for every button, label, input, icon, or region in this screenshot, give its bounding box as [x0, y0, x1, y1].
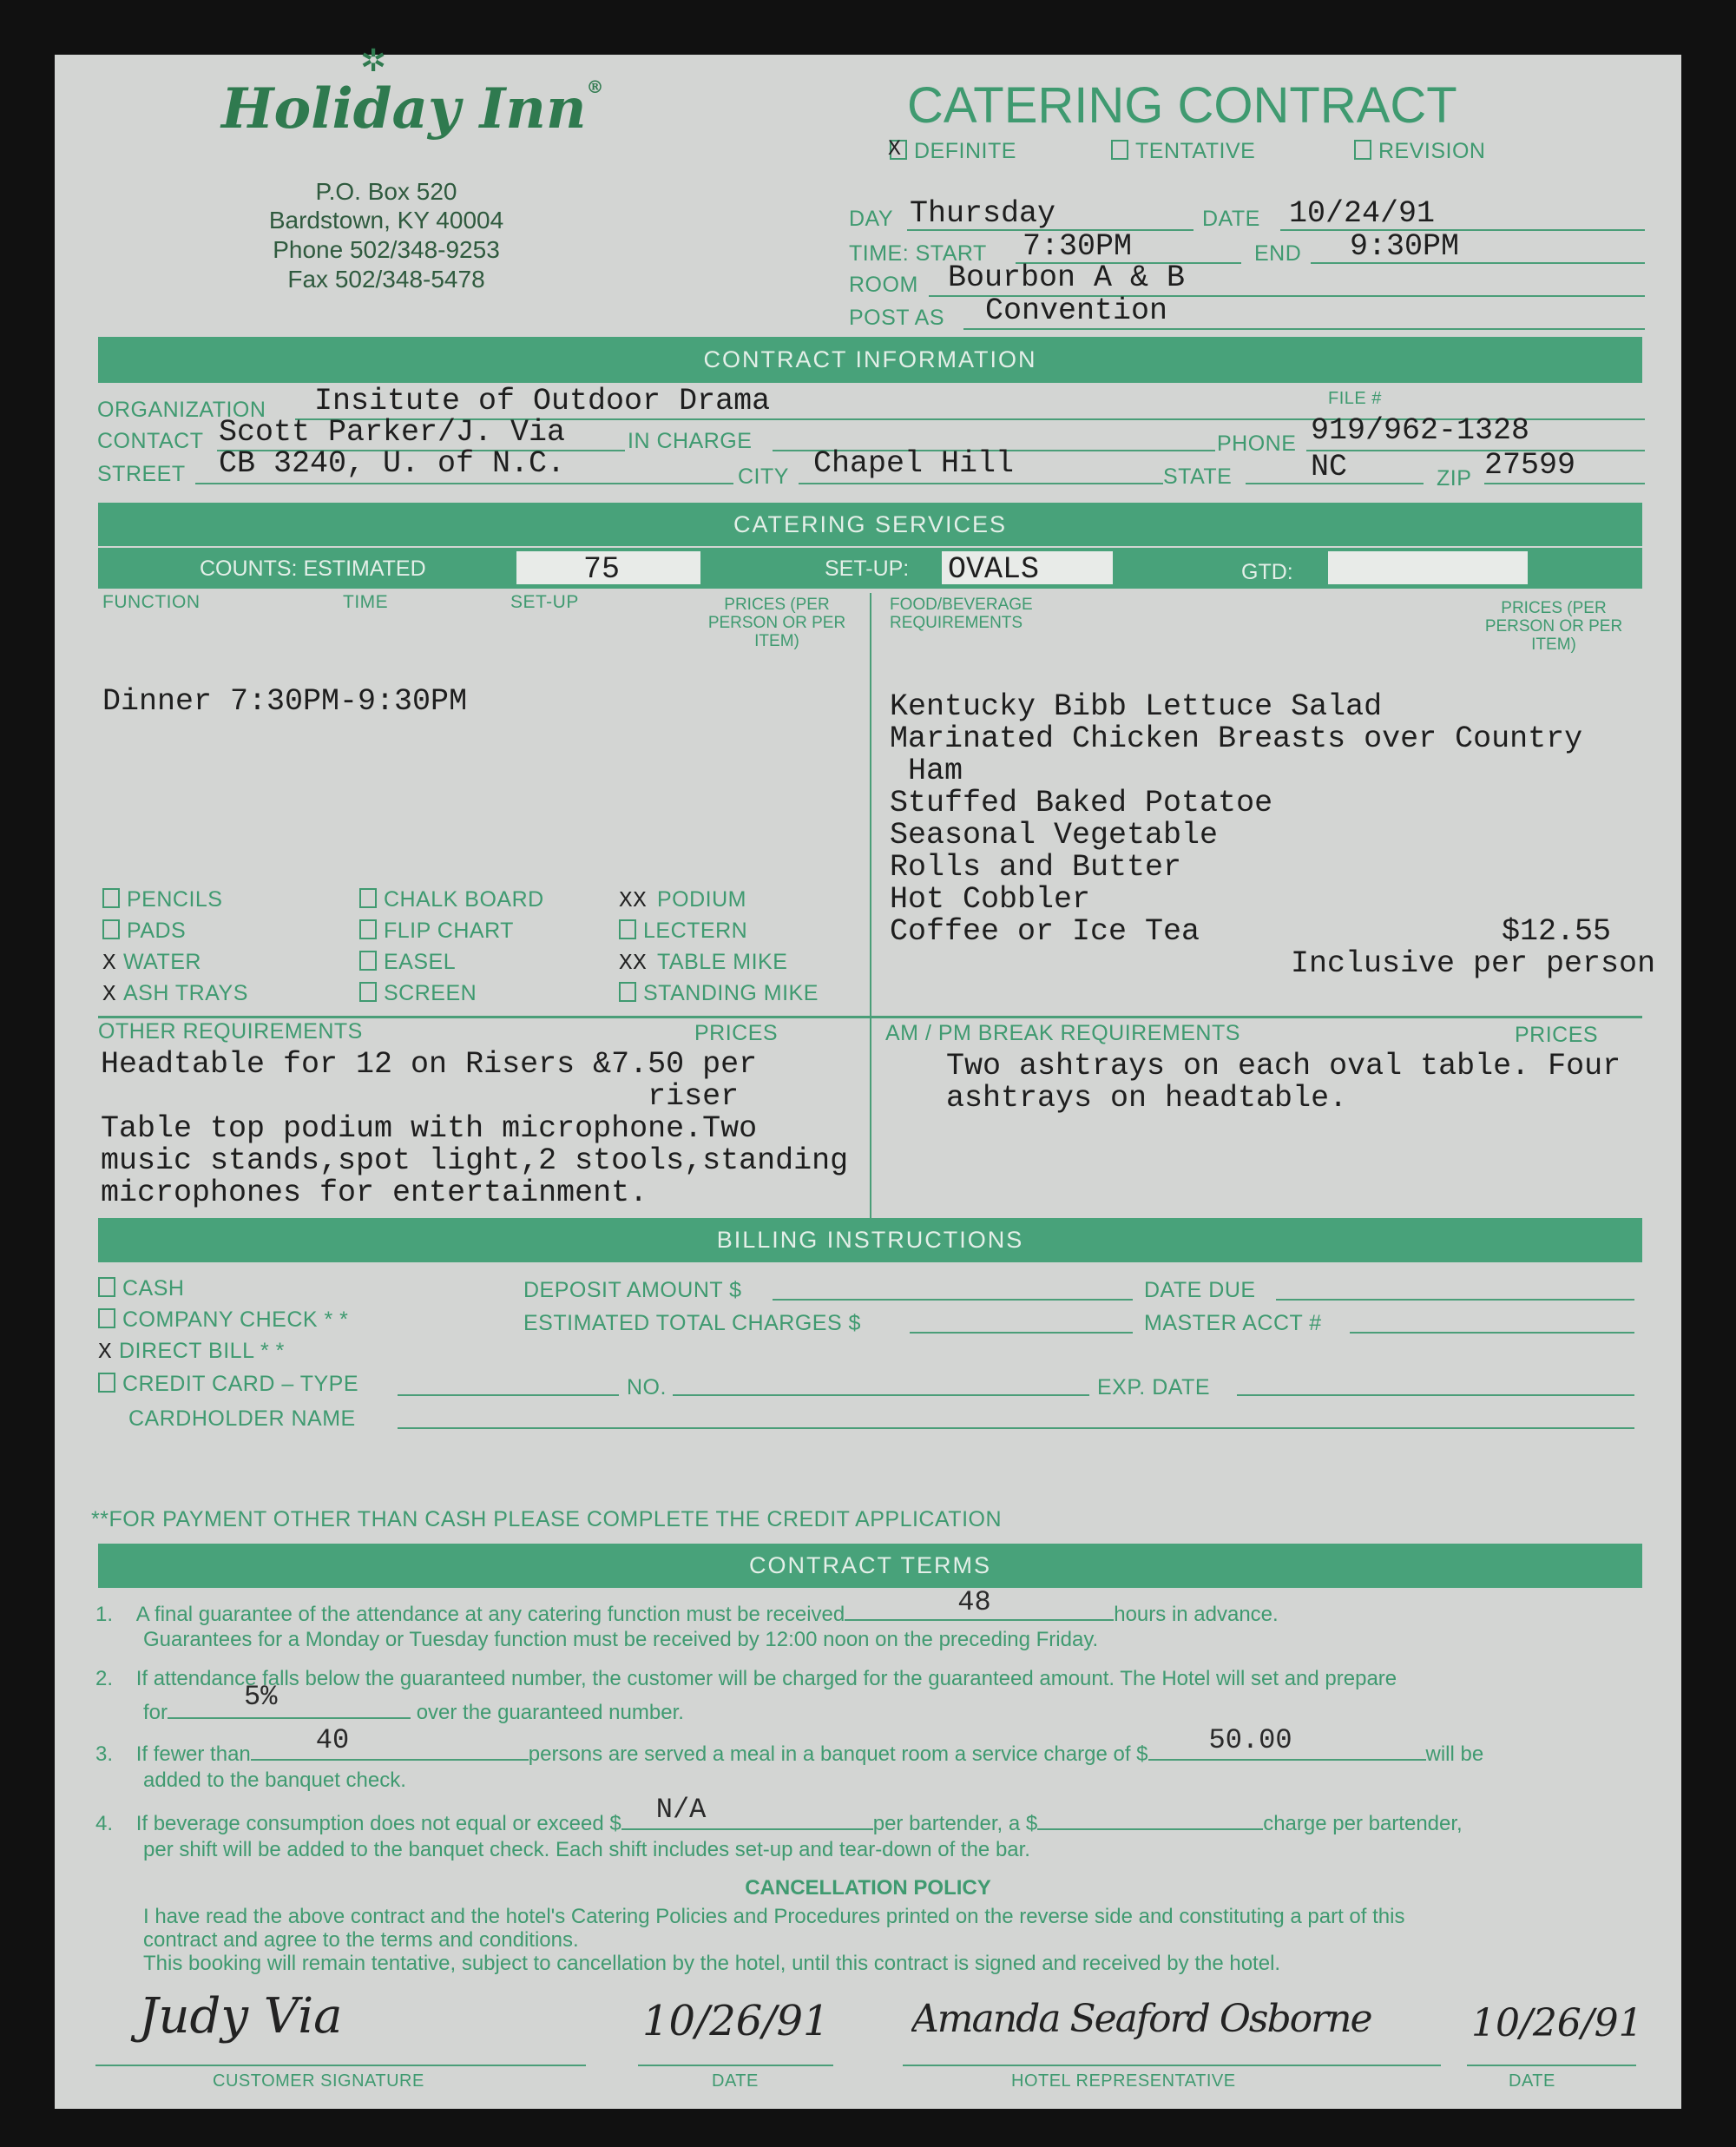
customer-date[interactable]: 10/26/91	[642, 1997, 830, 2045]
organization-label: ORGANIZATION	[97, 398, 266, 422]
other-requirement-line: music stands,spot light,2 stools,standing	[101, 1143, 849, 1178]
checkbox-label: TABLE MIKE	[657, 950, 788, 974]
menu-item: Stuffed Baked Potatoe	[890, 786, 1273, 820]
checkbox-box	[619, 982, 636, 1002]
checkbox-box	[359, 888, 377, 908]
cardholder-label: CARDHOLDER NAME	[128, 1406, 356, 1431]
state-label: STATE	[1163, 464, 1233, 489]
term-2: 2. If attendance falls below the guaranteed number, the customer will be charged for the guaranteed amount. The Hotel will set and prepare	[95, 1667, 1397, 1690]
other-prices-label: PRICES	[694, 1021, 779, 1045]
term-3-cont: added to the banquet check.	[143, 1768, 406, 1792]
col-prices-right: PRICES (PER PERSON OR PER ITEM)	[1484, 599, 1623, 654]
column-divider	[870, 593, 871, 1218]
checkbox-box: X	[102, 950, 117, 976]
break-requirement-line: Two ashtrays on each oval table. Four	[946, 1049, 1621, 1083]
customer-signature[interactable]: Judy Via	[139, 1988, 343, 2045]
catering-services-bar: CATERING SERVICES	[98, 503, 1642, 546]
menu-item: Rolls and Butter	[890, 850, 1182, 885]
customer-signature-label: CUSTOMER SIGNATURE	[213, 2071, 424, 2091]
room-value[interactable]: Bourbon A & B	[948, 260, 1186, 295]
checkbox-podium[interactable]	[619, 887, 746, 913]
menu-price: $12.55	[1502, 914, 1612, 949]
page-title: CATERING CONTRACT	[907, 77, 1457, 134]
term-4: 4. If beverage consumption does not equal or exceed $ N/A per bartender, a $ charge per bartender,	[95, 1794, 1463, 1835]
estimated-total-field[interactable]	[910, 1332, 1133, 1334]
cardholder-field[interactable]	[398, 1427, 1634, 1429]
break-requirements-label: AM / PM BREAK REQUIREMENTS	[885, 1021, 1240, 1045]
col-time: TIME	[343, 592, 389, 612]
checkbox-cash[interactable]: CASH	[98, 1276, 184, 1301]
checkbox-pencils[interactable]	[102, 887, 222, 912]
term-3: 3. If fewer than 40 persons are served a meal in a banquet room a service charge of $ 50.00 will be	[95, 1724, 1484, 1766]
phone-value[interactable]: 919/962-1328	[1311, 413, 1530, 448]
checkbox-label: CHALK BOARD	[384, 887, 544, 912]
checkbox-label: FLIP CHART	[384, 919, 514, 943]
checkbox-ash-trays[interactable]	[102, 981, 248, 1007]
zip-value[interactable]: 27599	[1484, 448, 1576, 483]
counts-value: 75	[583, 552, 621, 587]
checkbox-label: PADS	[127, 919, 187, 943]
hotel-representative-signature[interactable]: Amanda Seaford Osborne	[911, 1997, 1371, 2041]
date-label: DATE	[1202, 207, 1260, 231]
menu-item: Coffee or Ice Tea	[890, 914, 1200, 949]
address-phone: Phone 502/348-9253	[273, 236, 500, 263]
exp-date-field[interactable]	[1237, 1394, 1634, 1396]
time-end-label: END	[1254, 241, 1302, 266]
col-food: FOOD/BEVERAGE REQUIREMENTS	[890, 596, 1033, 632]
checkbox-label: PENCILS	[127, 887, 223, 912]
other-requirement-line: microphones for entertainment.	[101, 1176, 648, 1210]
contact-label: CONTACT	[97, 429, 204, 453]
phone-label: PHONE	[1217, 431, 1297, 456]
term-1-note: Guarantees for a Monday or Tuesday function must be received by 12:00 noon on the preceding Friday.	[143, 1628, 1099, 1651]
menu-item: Seasonal Vegetable	[890, 818, 1219, 853]
cancellation-line: I have read the above contract and the hotel's Catering Policies and Procedures printed on the reverse side and constituting a part of this	[143, 1905, 1405, 1928]
checkbox-definite[interactable]: X DEFINITE	[888, 136, 1016, 163]
checkbox-box	[359, 919, 377, 939]
gtd-label: GTD:	[1241, 560, 1293, 584]
checkbox-direct-bill[interactable]: X DIRECT BILL * *	[98, 1339, 285, 1365]
zip-label: ZIP	[1437, 466, 1472, 491]
checkbox-chalk-board[interactable]	[359, 887, 544, 912]
term-2-cont: for 5% over the guaranteed number.	[143, 1681, 684, 1724]
date-value[interactable]: 10/24/91	[1289, 196, 1436, 231]
date-label: DATE	[712, 2071, 759, 2091]
menu-item: Marinated Chicken Breasts over Country	[890, 721, 1583, 756]
exp-date-label: EXP. DATE	[1097, 1375, 1211, 1400]
menu-item: Kentucky Bibb Lettuce Salad	[890, 689, 1383, 724]
col-function: FUNCTION	[102, 592, 201, 612]
address-pobox: P.O. Box 520	[315, 178, 457, 205]
hotel-date[interactable]: 10/26/91	[1471, 2001, 1643, 2045]
logo-star-icon: ✲	[360, 43, 387, 78]
cancellation-heading: CANCELLATION POLICY	[745, 1876, 991, 1900]
payment-footnote: **FOR PAYMENT OTHER THAN CASH PLEASE COMPLETE THE CREDIT APPLICATION	[91, 1507, 1003, 1531]
time-end-value[interactable]: 9:30PM	[1350, 229, 1460, 264]
checkbox-table-mike[interactable]	[619, 950, 787, 976]
deposit-field[interactable]	[773, 1299, 1133, 1301]
checkbox-standing-mike[interactable]	[619, 981, 819, 1006]
checkbox-box	[619, 919, 636, 939]
checkbox-screen[interactable]	[359, 981, 477, 1006]
other-requirement-line: Headtable for 12 on Risers &7.50 per	[101, 1047, 758, 1082]
term-1: 1. A final guarantee of the attendance at any catering function must be received 48 hours in advance.	[95, 1586, 1279, 1626]
break-prices-label: PRICES	[1515, 1023, 1599, 1047]
post-as-value[interactable]: Convention	[985, 293, 1168, 328]
checkbox-revision[interactable]: REVISION	[1354, 139, 1485, 164]
col-prices: PRICES (PER PERSON OR PER ITEM)	[707, 596, 846, 650]
setup-value: OVALS	[948, 552, 1040, 587]
other-requirements-text	[101, 1049, 848, 1209]
card-number-field[interactable]	[673, 1394, 1089, 1396]
checkbox-label: ASH TRAYS	[123, 981, 248, 1005]
date-due-label: DATE DUE	[1144, 1278, 1256, 1302]
checkbox-label: SCREEN	[384, 981, 477, 1005]
checkbox-lectern[interactable]	[619, 919, 747, 944]
city-label: CITY	[738, 464, 789, 489]
master-acct-field[interactable]	[1350, 1332, 1634, 1334]
file-label: FILE #	[1328, 389, 1382, 408]
estimated-total-label: ESTIMATED TOTAL CHARGES $	[523, 1311, 861, 1335]
organization-value[interactable]: Insitute of Outdoor Drama	[314, 384, 771, 418]
checkbox-box: XX	[619, 887, 648, 913]
date-due-field[interactable]	[1276, 1299, 1634, 1301]
in-charge-label: IN CHARGE	[628, 429, 753, 453]
checkbox-box: X	[102, 981, 117, 1007]
time-start-label: TIME: START	[849, 241, 987, 266]
term-4-cont: per shift will be added to the banquet check. Each shift includes set-up and tear-down of the bar.	[143, 1838, 1030, 1861]
day-value[interactable]: Thursday	[910, 196, 1056, 231]
menu-item: Ham	[890, 754, 963, 788]
address-city: Bardstown, KY 40004	[268, 207, 504, 234]
setup-label: SET-UP:	[825, 557, 910, 581]
hotel-representative-label: HOTEL REPRESENTATIVE	[1011, 2071, 1236, 2091]
city-value[interactable]: Chapel Hill	[813, 446, 1015, 481]
checkbox-box: XX	[619, 950, 648, 976]
break-requirement-line: ashtrays on headtable.	[946, 1081, 1348, 1116]
time-start-value[interactable]: 7:30PM	[1023, 229, 1133, 264]
section-divider	[98, 1016, 1642, 1018]
post-as-label: POST AS	[849, 306, 945, 330]
room-label: ROOM	[849, 273, 918, 297]
checkbox-label: LECTERN	[643, 919, 748, 943]
checkbox-label: WATER	[123, 950, 201, 974]
contract-information-bar: CONTRACT INFORMATION	[98, 337, 1642, 383]
checkbox-water[interactable]	[102, 950, 201, 976]
checkbox-box	[359, 951, 377, 971]
master-acct-label: MASTER ACCT #	[1144, 1311, 1322, 1335]
street-value[interactable]: CB 3240, U. of N.C.	[219, 446, 566, 481]
cancellation-line: This booking will remain tentative, subject to cancellation by the hotel, until this contract is signed and received by the hotel.	[143, 1952, 1281, 1975]
menu-item: Hot Cobbler	[890, 882, 1091, 917]
day-label: DAY	[849, 207, 894, 231]
hotel-date-label: DATE	[1509, 2071, 1555, 2091]
billing-instructions-bar: BILLING INSTRUCTIONS	[98, 1218, 1642, 1262]
address-fax: Fax 502/348-5478	[287, 266, 485, 293]
other-requirement-line: riser	[101, 1079, 740, 1114]
checkbox-box	[359, 982, 377, 1002]
counts-label: COUNTS: ESTIMATED	[200, 557, 426, 581]
checkbox-label: PODIUM	[657, 887, 746, 912]
function-entry: Dinner 7:30PM-9:30PM	[102, 684, 468, 719]
checkbox-label: EASEL	[384, 950, 457, 974]
checkbox-tentative[interactable]: TENTATIVE	[1111, 139, 1255, 164]
col-setup: SET-UP	[510, 592, 579, 612]
contract-terms-bar: CONTRACT TERMS	[98, 1544, 1642, 1588]
deposit-label: DEPOSIT AMOUNT $	[523, 1278, 742, 1302]
checkbox-box	[102, 888, 120, 908]
break-requirements-text	[946, 1050, 1621, 1115]
checkbox-label: STANDING MIKE	[643, 981, 819, 1005]
gtd-field[interactable]	[1328, 551, 1528, 584]
menu-list	[890, 691, 1582, 948]
other-requirements-label: OTHER REQUIREMENTS	[98, 1019, 363, 1044]
checkbox-pads[interactable]	[102, 919, 186, 944]
card-number-label: NO.	[627, 1375, 667, 1400]
checkbox-flip-chart[interactable]	[359, 919, 514, 944]
checkbox-easel[interactable]	[359, 950, 456, 975]
state-value[interactable]: NC	[1311, 450, 1348, 484]
checkbox-company-check[interactable]: COMPANY CHECK * *	[98, 1307, 348, 1333]
checkbox-credit-card[interactable]: CREDIT CARD – TYPE	[98, 1372, 358, 1397]
street-label: STREET	[97, 462, 186, 486]
cancellation-line: contract and agree to the terms and conditions.	[143, 1928, 579, 1952]
menu-price-note: Inclusive per person	[1291, 946, 1656, 981]
contact-value[interactable]: Scott Parker/J. Via	[219, 415, 566, 450]
holiday-inn-logo: Holiday Inn®	[221, 76, 604, 142]
checkbox-box	[102, 919, 120, 939]
other-requirement-line: Table top podium with microphone.Two	[101, 1111, 758, 1146]
